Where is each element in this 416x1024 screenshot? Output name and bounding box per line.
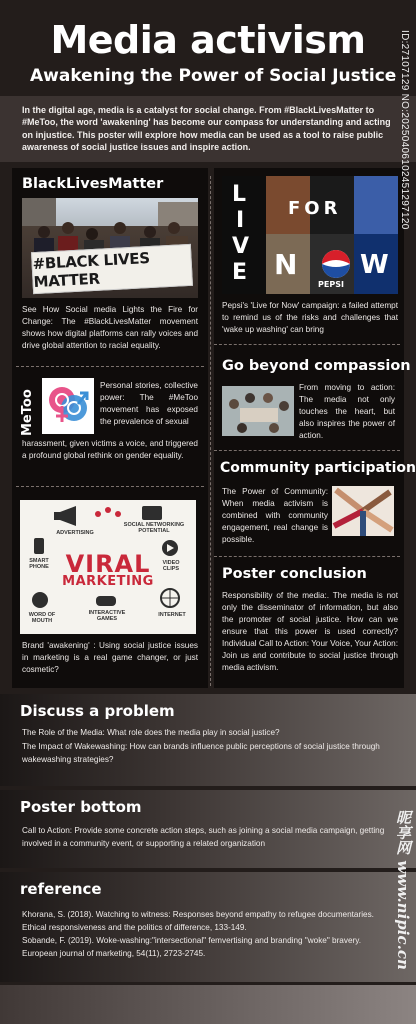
viral-label-word-of-mouth: WORD OF MOUTH: [28, 612, 56, 624]
reference-2: Sobande, F. (2019). Woke-washing:"intersectional" femvertising and branding "woke" bravery. European journal of marketing, 54(11), 2723-2745.: [22, 936, 361, 958]
metoo-body-side: Personal stories, collective power: The #MeToo movement has exposed the prevalence of sexual: [100, 381, 198, 426]
reference-1: Khorana, S. (2018). Watching to witness: Responses beyond empathy to refugee documentaries. Ethical responsiveness and the politics of difference, 133-149.: [22, 910, 374, 932]
pepsi-letter-e: E: [232, 260, 248, 285]
right-divider-3: [214, 556, 400, 557]
left-divider-1: [16, 366, 204, 367]
metoo-heading: MeToo: [20, 389, 35, 436]
pepsi-brand: PEPSI: [318, 280, 344, 289]
poster-title: Media activism: [50, 18, 366, 62]
poster-bottom-body: Call to Action: Provide some concrete action steps, such as joining a social media campaign, getting involved in a community event, or supporting a related organization: [22, 826, 385, 848]
right-divider-2: [214, 450, 400, 451]
blm-body: See How Social media Lights the Fire for Change: The #BlackLivesMatter movement shows how digital platforms can rally voices and drive global attention to racial equality.: [22, 305, 198, 350]
pepsi-letter-n: N: [274, 248, 298, 281]
pepsi-word-for: FOR: [288, 198, 342, 219]
left-divider-2: [16, 486, 204, 487]
viral-word: VIRAL: [65, 550, 151, 578]
poster-bottom-heading: Poster bottom: [20, 798, 142, 816]
viral-label-internet: INTERNET: [158, 612, 186, 618]
intro-text: In the digital age, media is a catalyst for social change. From #BlackLivesMatter to #MeToo, the word 'awakening' has become our compass for understanding and acting on injustice. This poster will explore how media can be used as a tool to raise public awareness of social justice issues and inspire action.: [0, 96, 416, 162]
viral-marketing-graphic: [20, 500, 196, 634]
discuss-line-1: The Role of the Media: What role does the media play in social justice?: [22, 728, 280, 737]
watermark-site: 昵享网 www.nipic.cn: [394, 810, 412, 970]
community-heading: Community participation: [220, 460, 416, 476]
pepsi-letter-i: I: [236, 208, 245, 233]
reference-heading: reference: [20, 880, 102, 898]
compassion-heading: Go beyond compassion: [222, 358, 411, 374]
column-divider: [210, 176, 211, 686]
conclusion-heading: Poster conclusion: [222, 566, 367, 582]
pepsi-letter-l: L: [232, 182, 247, 207]
blm-heading: BlackLivesMatter: [22, 176, 164, 192]
blm-banner: #BLACK LIVES MATTER: [31, 244, 193, 294]
marketing-word: MARKETING: [62, 574, 154, 589]
right-divider-1: [214, 344, 400, 345]
discuss-line-2: The Impact of Wakewashing: How can brands influence public perceptions of social justice through wakewashing strategies?: [22, 742, 380, 764]
blm-protest-photo: [22, 198, 198, 298]
watermark-id: ID:27107129 NO:20250406102451297120: [399, 30, 410, 230]
viral-caption: Brand 'awakening' : Using social justice issues in marketing is a real game changer, or just cosmetic?: [22, 641, 198, 674]
group-meeting-photo: [222, 386, 294, 436]
hands-circle: [332, 486, 394, 536]
discuss-heading: Discuss a problem: [20, 702, 175, 720]
metoo-body-full: harassment, given victims a voice, and triggered a profound global rethink on gender equality.: [22, 439, 198, 460]
pepsi-caption: Pepsi's 'Live for Now' campaign: a failed attempt to remind us of the risks and challenges that 'wake up washing' can bring: [222, 301, 398, 334]
viral-label-advertising: ADVERTISING: [56, 530, 94, 536]
viral-label-social: SOCIAL NETWORKING POTENTIAL: [123, 522, 185, 534]
meeting-figures: [222, 386, 294, 436]
viral-label-video: VIDEO CLIPS: [162, 560, 180, 572]
pepsi-letter-w: W: [360, 250, 389, 280]
viral-label-smartphone: SMART PHONE: [29, 558, 49, 570]
poster-subtitle: Awakening the Power of Social Justice: [30, 66, 397, 86]
gender-equality-icon: [42, 378, 94, 434]
pepsi-letter-v: V: [232, 234, 250, 259]
pepsi-live-for-now-image: [222, 176, 398, 294]
viral-label-games: INTERACTIVE GAMES: [88, 610, 126, 622]
footer-band: [0, 985, 416, 1024]
hands-together-photo: [332, 486, 394, 536]
pepsi-logo-icon: [320, 248, 352, 280]
compassion-body: From moving to action: The media not only touches the heart, but also inspires the power of action.: [299, 383, 395, 440]
community-body: The Power of Community: When media activism is combined with community engagement, real change is possible.: [222, 487, 328, 544]
conclusion-body: Responsibility of the media:. The media is not only the disseminator of information, but also the promoter of social justice. How can we ensure that this power is used correctly? Individual Call to Action: Your Voice, Your Action: Join us and contribute to social justice through media activism.: [222, 591, 398, 672]
